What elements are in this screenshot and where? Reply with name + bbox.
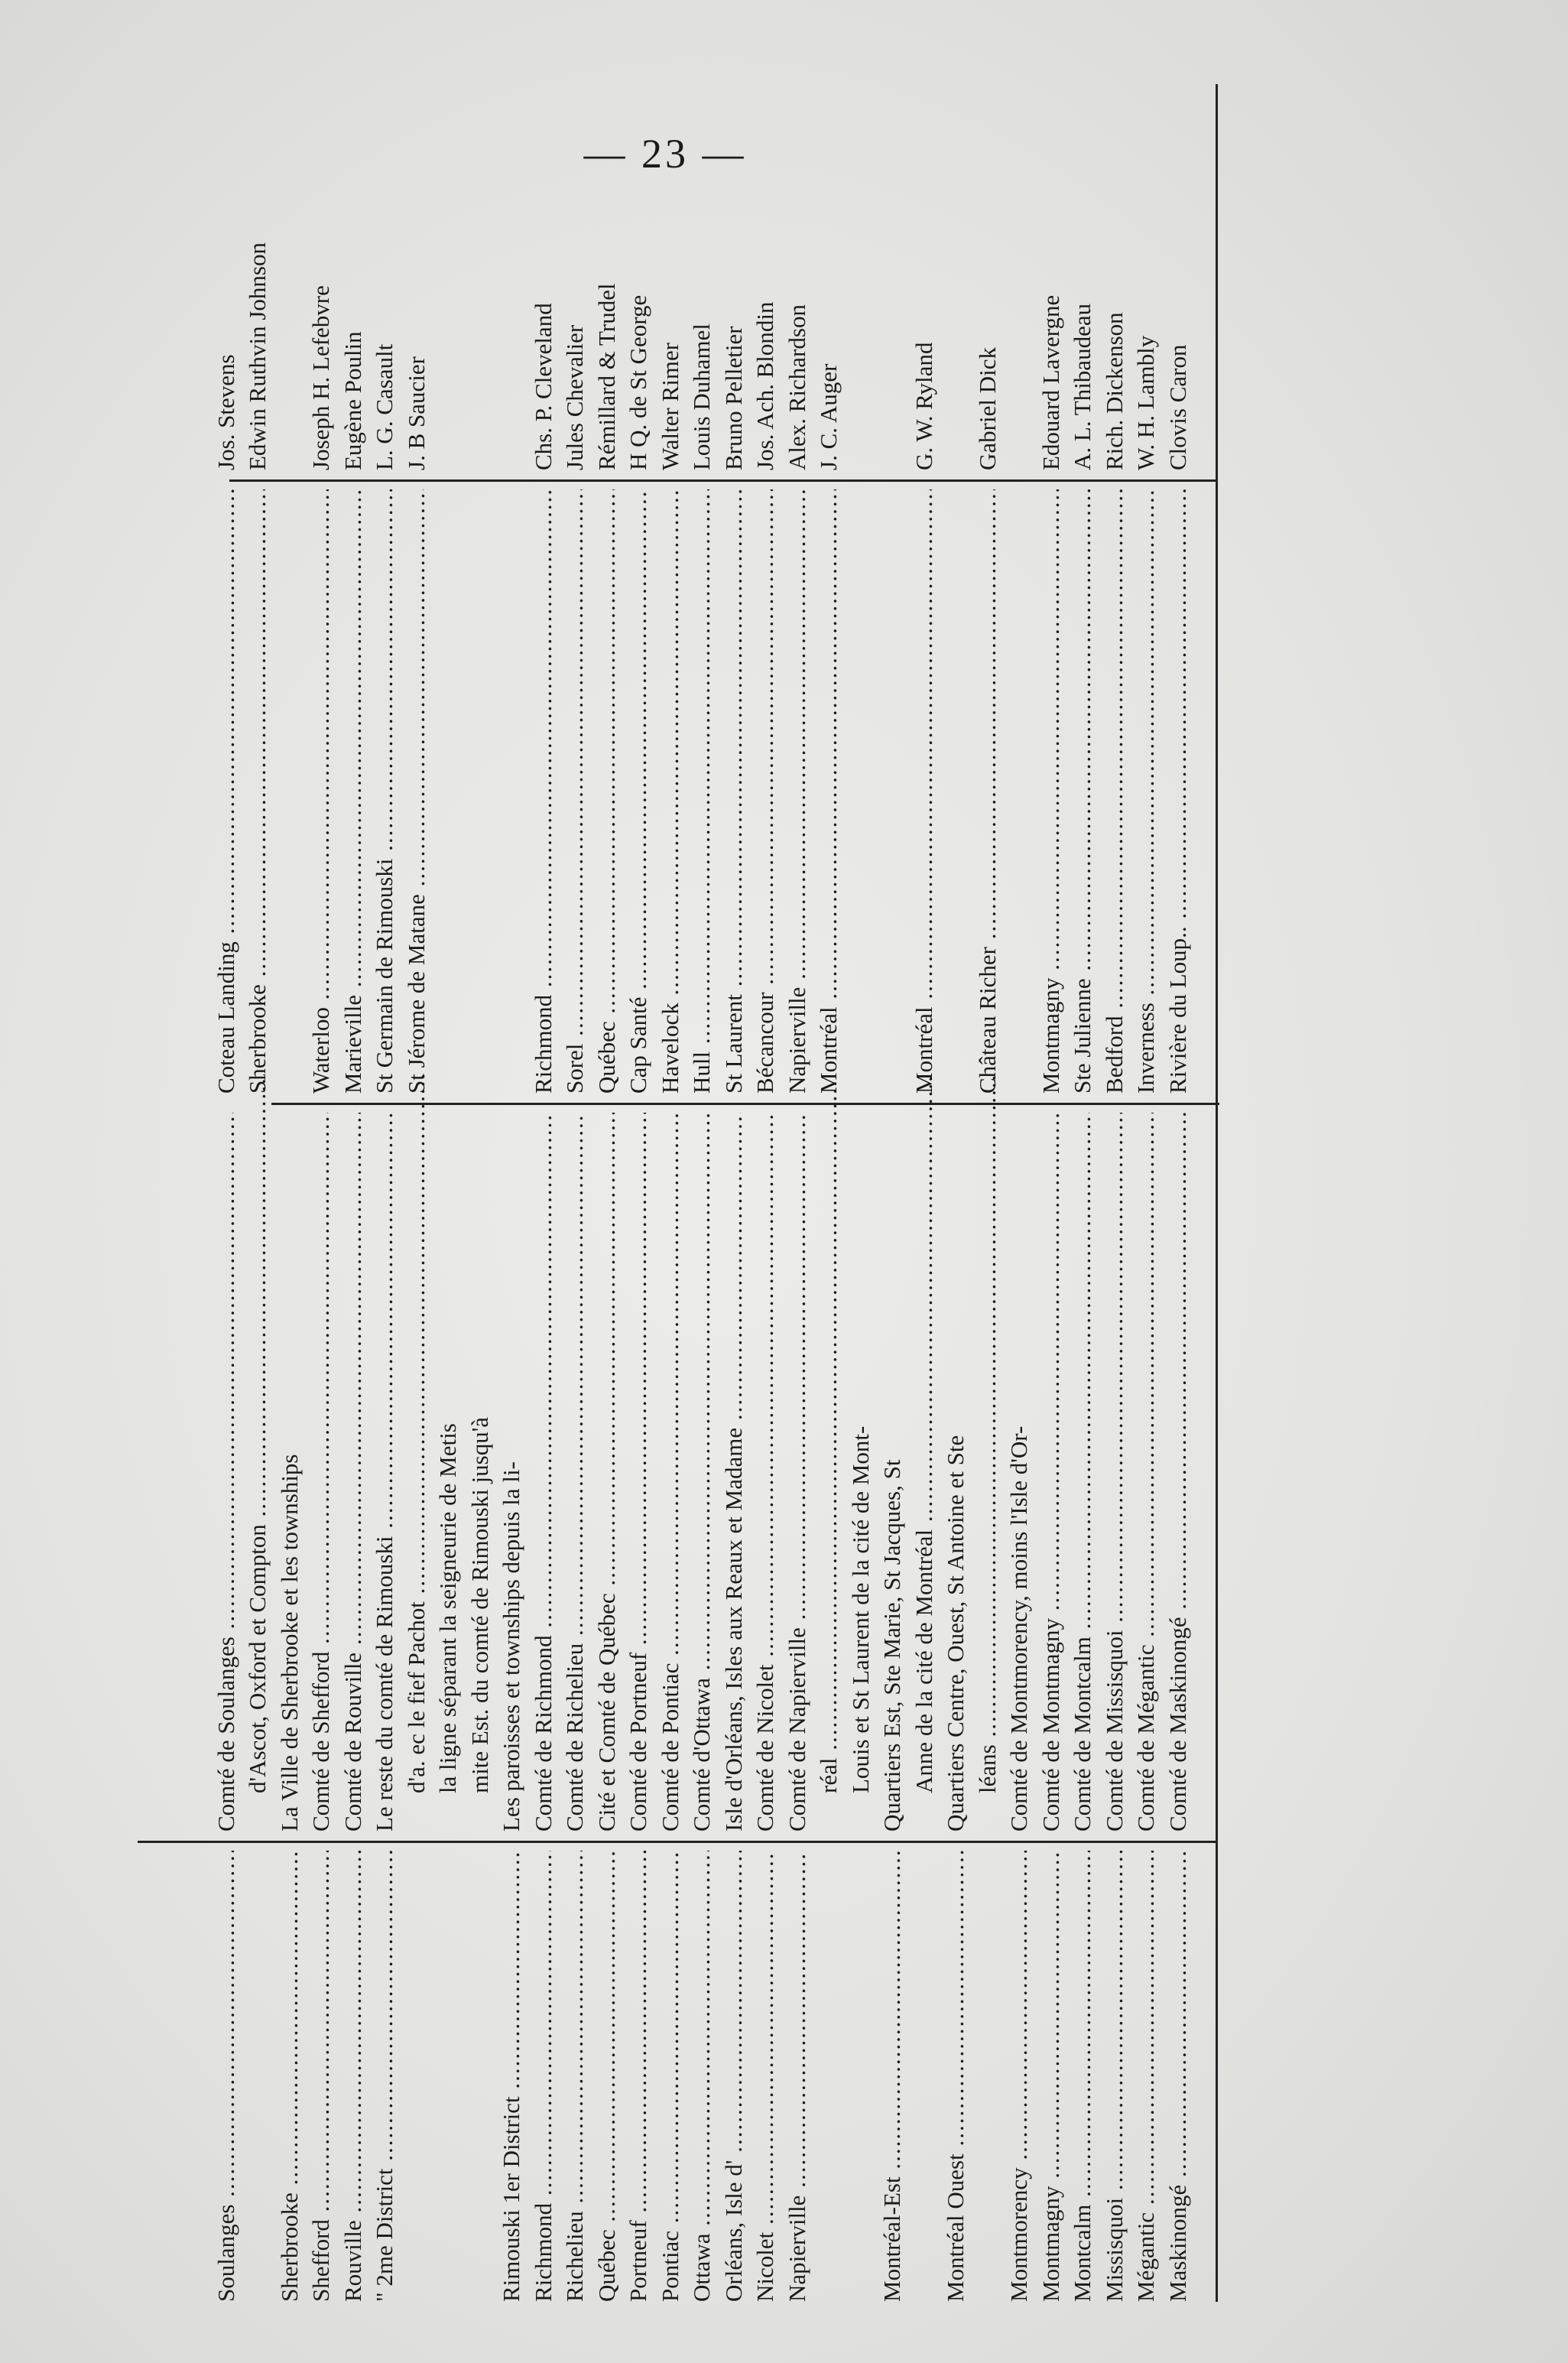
cell-description: Comté de Missisquoi .....	[1099, 1113, 1130, 1832]
cell-riding: Orléans, Isle d' .....	[719, 1851, 749, 2302]
cell-person: Gabriel Dick	[973, 347, 1001, 470]
cell-description: Comté de Nicolet .....	[750, 1113, 781, 1832]
table-row	[1067, 84, 1098, 2302]
cell-description: réal .....	[813, 1074, 844, 1832]
table-row	[433, 84, 463, 2302]
cell-person: Edouard Lavergne	[1037, 294, 1064, 470]
table-row	[1036, 84, 1066, 2302]
cell-person: Rémillard & Trudel	[592, 283, 620, 470]
cell-description: Comté de Montmagny .....	[1036, 1113, 1066, 1832]
table-row	[1099, 84, 1130, 2302]
table-row	[940, 84, 971, 2302]
cell-place: Ste Julienne .....	[1067, 489, 1098, 1094]
cell-person: Jules Chevalier	[561, 324, 588, 470]
table-row	[719, 84, 749, 2302]
cell-riding: Québec .....	[592, 1851, 622, 2302]
cell-riding: Portneuf .....	[623, 1851, 654, 2302]
cell-riding: Montréal Ouest .....	[940, 1851, 971, 2302]
cell-person: Louis Duhamel	[688, 323, 715, 470]
cell-riding: Maskinongé .....	[1163, 1851, 1193, 2302]
cell-description: Comté de Richelieu .....	[560, 1113, 590, 1832]
table-row	[972, 84, 1003, 2302]
cell-person: G. W. Ryland	[910, 342, 937, 470]
cell-place: Richmond .....	[528, 489, 559, 1094]
cell-place: Cap Santé .....	[623, 489, 654, 1094]
cell-person: Bruno Pelletier	[719, 326, 747, 470]
cell-description: Comté de Portneuf .....	[623, 1113, 654, 1832]
table-row	[1131, 84, 1161, 2302]
cell-riding: Rimouski 1er District .....	[496, 1851, 527, 2302]
cell-riding: Missisquoi .....	[1099, 1851, 1130, 2302]
cell-person: W. H. Lambly	[1132, 335, 1159, 470]
cell-person: Walter Rimer	[656, 342, 683, 470]
cell-description: Les paroisses et townships depuis la li-	[498, 1461, 524, 1832]
cell-description: Comté d'Ottawa .....	[687, 1113, 717, 1832]
table-row	[782, 84, 813, 2302]
cell-description: Comté de Richmond .....	[528, 1113, 559, 1832]
cell-person: H Q. de St George	[625, 294, 651, 470]
table-row	[1163, 84, 1193, 2302]
table-row	[338, 84, 368, 2302]
table-row	[877, 84, 907, 2302]
cell-description: Comté de Maskinongé .....	[1163, 1113, 1193, 1832]
cell-place: Inverness .....	[1131, 489, 1161, 1094]
cell-place: Havelock .....	[655, 489, 686, 1094]
cell-description: Comté de Mégantic .....	[1131, 1113, 1161, 1832]
cell-description: la ligne séparant la seigneurie de Metis	[434, 1423, 461, 1793]
table-row	[750, 84, 781, 2302]
cell-description: Quartiers Est, Ste Marie, St Jacques, St	[878, 1459, 905, 1832]
cell-person: L. G. Casault	[371, 343, 398, 470]
cell-description: Quartiers Centre, Ouest, St Antoine et Ste	[942, 1435, 969, 1832]
table-row	[655, 84, 686, 2302]
cell-place: Montréal .....	[909, 489, 940, 1094]
page-number: — 23 —	[583, 131, 747, 177]
cell-riding: Shefford .....	[306, 1851, 336, 2302]
cell-description: Comté de Montmorency, moins l'Isle d'Or-	[1005, 1425, 1032, 1832]
cell-place: Château Richer .....	[972, 489, 1003, 1094]
cell-place: Napierville .....	[782, 489, 813, 1094]
cell-description: Comté de Soulanges .....	[211, 1113, 242, 1832]
cell-person: A. L. Thibaudeau	[1069, 303, 1096, 470]
cell-description: Comté de Pontiac .....	[655, 1113, 686, 1832]
cell-place: Montmagny .....	[1036, 489, 1066, 1094]
cell-description: léans .....	[972, 1074, 1003, 1832]
cell-place: St Jérome de Matane .....	[401, 489, 432, 1094]
cell-riding: Sherbrooke .....	[274, 1851, 305, 2302]
cell-riding: Napierville .....	[782, 1851, 813, 2302]
cell-description: Comté de Napierville .....	[782, 1113, 813, 1832]
cell-place: Coteau Landing .....	[211, 489, 242, 1094]
cell-riding: Montmagny .....	[1036, 1851, 1066, 2302]
table-row	[369, 84, 400, 2302]
cell-person: Joseph H. Lefebvre	[307, 285, 334, 470]
cell-place: Sorel .....	[560, 489, 590, 1094]
cell-place: Bedford .....	[1099, 489, 1130, 1094]
cell-person: Rich. Dickenson	[1100, 312, 1128, 470]
cell-riding: Nicolet .....	[750, 1851, 781, 2302]
table-row	[401, 84, 432, 2302]
table-row	[465, 84, 495, 2302]
cell-place: Waterloo .....	[306, 489, 336, 1094]
cell-place: St Germain de Rimouski .....	[369, 489, 400, 1094]
cell-description: d'Ascot, Oxford et Compton .....	[242, 1074, 273, 1832]
table-row	[560, 84, 590, 2302]
cell-person: J. B Saucier	[402, 356, 430, 470]
cell-place: Montréal .....	[813, 489, 844, 1094]
rotated-table-container	[138, 84, 1238, 2302]
table-rule	[1216, 84, 1218, 2302]
cell-description: Le reste du comté de Rimouski .....	[369, 1113, 400, 1832]
table-row	[306, 84, 336, 2302]
cell-riding: Pontiac .....	[655, 1851, 686, 2302]
cell-description: Louis et St Laurent de la cité de Mont-	[846, 1425, 874, 1793]
table-row	[1004, 84, 1034, 2302]
cell-place: Bécancour .....	[750, 489, 781, 1094]
cell-description: Anne de la cité de Montréal .....	[909, 1074, 940, 1832]
cell-person: Clovis Caron	[1164, 344, 1191, 470]
cell-description: Cité et Comté de Québec .....	[592, 1113, 622, 1832]
table-row	[687, 84, 717, 2302]
registry-table	[138, 84, 1238, 2302]
table-row	[592, 84, 622, 2302]
table-row	[846, 84, 876, 2302]
table-row	[909, 84, 940, 2302]
cell-riding: Mégantic .....	[1131, 1851, 1161, 2302]
cell-description: Isle d'Orléans, Isles aux Reaux et Madame .....	[719, 1113, 749, 1832]
table-row	[274, 84, 305, 2302]
cell-person: Jos. Stevens	[212, 354, 239, 470]
cell-person: Alex. Richardson	[783, 304, 810, 470]
cell-person: Jos. Ach. Blondin	[752, 301, 778, 470]
cell-riding: Rouville .....	[338, 1851, 368, 2302]
cell-riding: Montmorency .....	[1004, 1851, 1034, 2302]
cell-place: St Laurent .....	[719, 489, 749, 1094]
table-row	[623, 84, 654, 2302]
table-row	[496, 84, 527, 2302]
cell-person: Eugène Poulin	[339, 331, 366, 470]
cell-description: Comté de Rouville .....	[338, 1113, 368, 1832]
cell-riding: Richelieu .....	[560, 1851, 590, 2302]
cell-place: Sherbrooke .....	[242, 489, 273, 1094]
cell-description: Comté de Montcalm .....	[1067, 1113, 1098, 1832]
table-row	[813, 84, 844, 2302]
table-row	[242, 84, 273, 2302]
cell-person: Edwin Ruthvin Johnson	[244, 242, 271, 470]
cell-description: La Ville de Sherbrooke et les townships	[275, 1454, 303, 1832]
cell-person: Chs. P. Cleveland	[529, 303, 557, 470]
cell-person: J. C. Auger	[815, 363, 842, 470]
cell-riding: Ottawa .....	[687, 1851, 717, 2302]
cell-place: Rivière du Loup.. .....	[1163, 489, 1193, 1094]
cell-description: Comté de Shefford .....	[306, 1113, 336, 1832]
cell-riding: Soulanges .....	[211, 1851, 242, 2302]
cell-riding: Richmond .....	[528, 1851, 559, 2302]
table-row	[528, 84, 559, 2302]
cell-description: mite Est. du comté de Rimouski jusqu'à	[466, 1416, 493, 1793]
cell-description: d'a. ec le fief Pachot .....	[401, 1074, 432, 1832]
table-row	[211, 84, 242, 2302]
cell-riding: Montréal-Est .....	[877, 1851, 907, 2302]
cell-place: Hull .....	[687, 489, 717, 1094]
cell-riding: Montcalm .....	[1067, 1851, 1098, 2302]
cell-riding: " 2me District .....	[369, 1851, 400, 2302]
cell-place: Marieville .....	[338, 489, 368, 1094]
cell-place: Québec .....	[592, 489, 622, 1094]
